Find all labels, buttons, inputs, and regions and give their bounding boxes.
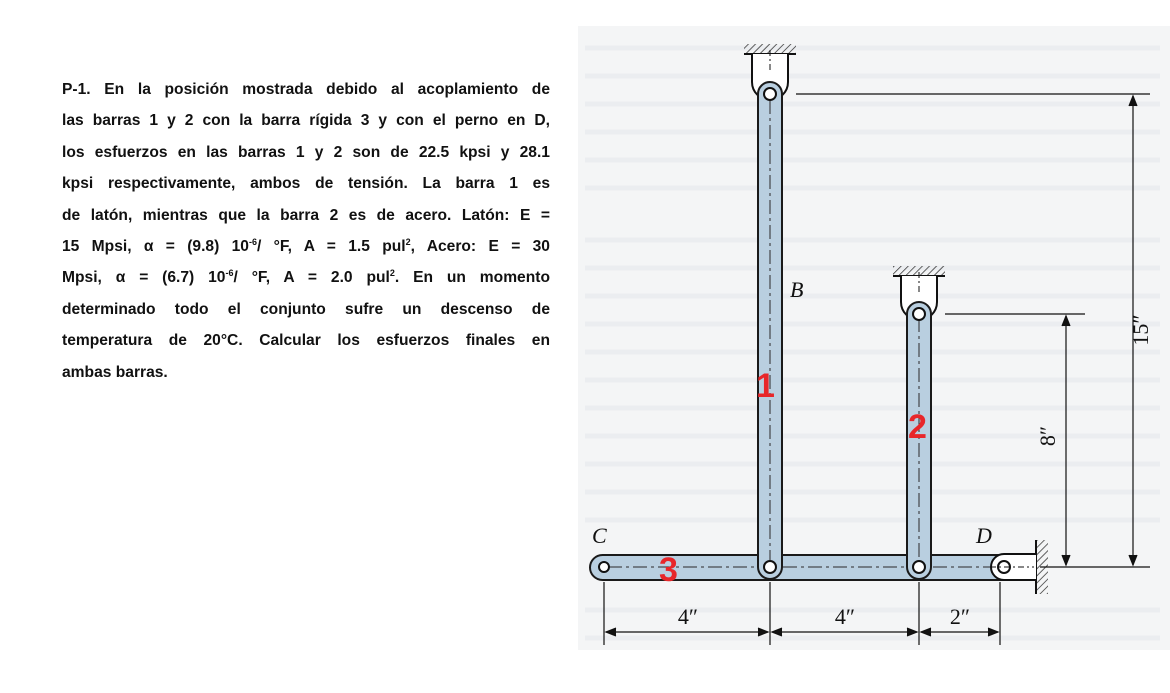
problem-line-8: determinado todo el conjunto sufre un descenso de (62, 300, 550, 318)
superscript: -6 (248, 236, 257, 247)
superscript: 2 (405, 236, 411, 247)
text-run: 15 Mpsi, α = (9.8) 10 (62, 237, 249, 255)
bar-number-3: 3 (659, 551, 678, 589)
text-run: Mpsi, α = (6.7) 10 (62, 269, 226, 287)
superscript: 2 (389, 268, 395, 279)
problem-line-7 (62, 262, 550, 293)
text-run: / °F, A = 2.0 pul (233, 269, 390, 287)
dimension-span-1: 4″ (677, 604, 699, 629)
label-d: D (976, 523, 992, 548)
bar-3 (590, 555, 1018, 580)
mechanism-figure (570, 20, 1170, 670)
pin-c (599, 562, 609, 572)
problem-line-1: P-1. En la posición mostrada debido al acoplamiento de (62, 81, 550, 98)
label-c: C (592, 523, 607, 548)
problem-line-2: las barras 1 y 2 con la barra rígida 3 y con el perno en D, (62, 112, 550, 130)
text-run: . En un momento (394, 269, 550, 287)
problem-line-5: de latón, mientras que la barra 2 es de acero. Latón: E = (62, 206, 550, 224)
superscript: -6 (225, 268, 234, 279)
problem-line-4: kpsi respectivamente, ambos de tensión. La barra 1 es (62, 175, 550, 193)
problem-line-9: temperatura de 20°C. Calcular los esfuerzos finales en (62, 332, 550, 350)
bar-1 (758, 82, 782, 579)
problem-line-3: los esfuerzos en las barras 1 y 2 son de 22.5 kpsi y 28.1 (62, 143, 550, 161)
dimension-height-total: 15″ (1128, 314, 1153, 346)
bar-number-2: 2 (908, 408, 927, 446)
text-run: / °F, A = 1.5 pul (256, 237, 406, 255)
text-run: , Acero: E = 30 (410, 237, 550, 255)
mechanism-diagram (570, 20, 1170, 670)
bar-number-1: 1 (756, 367, 775, 405)
dimension-height-bar2: 8″ (1035, 425, 1060, 447)
label-b: B (790, 277, 804, 302)
pin-top-bar1 (764, 88, 776, 100)
dimension-span-3: 2″ (949, 604, 971, 629)
problem-line-6 (62, 231, 550, 262)
dimension-span-2: 4″ (834, 604, 856, 629)
pin-top-bar2 (913, 308, 925, 320)
problem-statement (62, 74, 550, 388)
problem-line-10: ambas barras. (62, 363, 168, 381)
pin-joint-bar2 (913, 561, 925, 573)
pin-joint-bar1 (764, 561, 776, 573)
